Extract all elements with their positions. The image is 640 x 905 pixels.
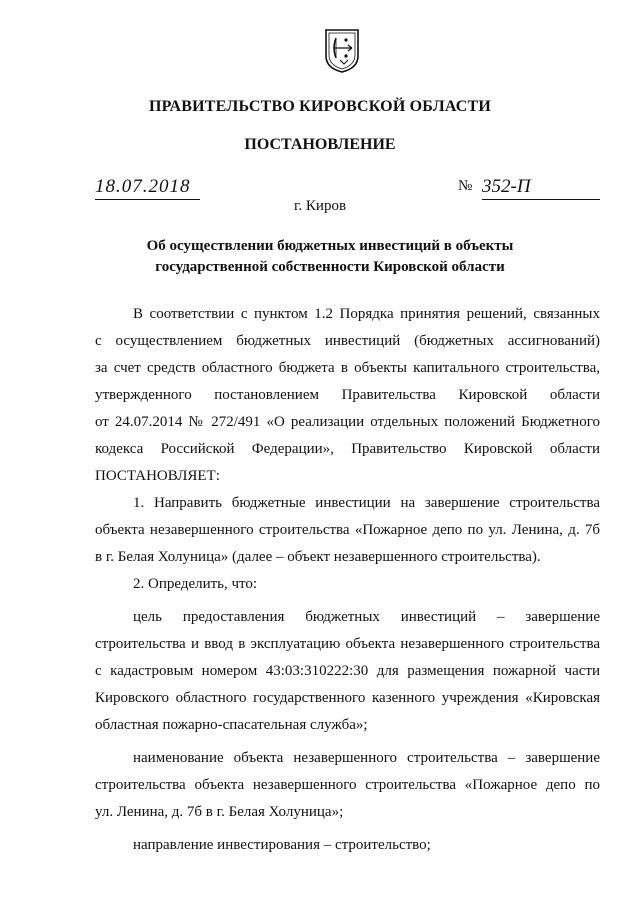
government-heading: ПРАВИТЕЛЬСТВО КИРОВСКОЙ ОБЛАСТИ xyxy=(148,98,492,115)
body-line: В соответствии с пунктом 1.2 Порядка принятия решений, связанных xyxy=(133,306,600,322)
body-line: утвержденного постановлением Правительства Кировской области xyxy=(95,387,600,403)
body-line: строительства объекта незавершенного строительства «Пожарное депо по xyxy=(95,777,600,793)
body-line: Кировского областного государственного казенного учреждения «Кировская xyxy=(95,690,600,706)
body-line: с кадастровым номером 43:03:310222:30 для размещения пожарной части xyxy=(95,663,600,679)
body-line: ул. Ленина, д. 7б в г. Белая Холуница»; xyxy=(95,804,344,820)
body-line: в г. Белая Холуница» (далее – объект незавершенного строительства). xyxy=(95,549,541,565)
body-line: наименование объекта незавершенного строительства – завершение xyxy=(133,750,600,766)
title-line: Об осуществлении бюджетных инвестиций в объекты xyxy=(146,238,514,254)
body-line: от 24.07.2014 № 272/491 «О реализации отдельных положений Бюджетного xyxy=(95,414,600,430)
document-type-heading: ПОСТАНОВЛЕНИЕ xyxy=(244,136,396,153)
number-sign: № xyxy=(458,178,473,194)
body-line: за счет средств областного бюджета в объекты капитального строительства, xyxy=(95,360,600,376)
kirov-coat-of-arms-icon xyxy=(318,26,366,74)
title-line: государственной собственности Кировской области xyxy=(155,259,505,275)
body-line: кодекса Российской Федерации», Правительство Кировской области xyxy=(95,441,600,457)
body-line: 1. Направить бюджетные инвестиции на завершение строительства xyxy=(133,495,600,511)
document-city: г. Киров xyxy=(293,198,347,214)
document-date: 18.07.2018 xyxy=(95,175,200,200)
body-line: ПОСТАНОВЛЯЕТ: xyxy=(95,468,220,484)
body-line: областная пожарно-спасательная служба»; xyxy=(95,717,368,733)
body-line: 2. Определить, что: xyxy=(133,576,258,592)
body-line: направление инвестирования – строительство; xyxy=(133,837,431,853)
document-number: 352-П xyxy=(482,175,600,200)
body-line: цель предоставления бюджетных инвестиций – завершение xyxy=(133,609,600,625)
document-title xyxy=(60,236,600,278)
body-line: с осуществлением бюджетных инвестиций (бюджетных ассигнований) xyxy=(95,333,600,349)
body-line: строительства и ввод в эксплуатацию объекта незавершенного строительства xyxy=(95,636,600,652)
body-line: объекта незавершенного строительства «Пожарное депо по ул. Ленина, д. 7б xyxy=(95,522,600,538)
document-body xyxy=(95,301,600,859)
